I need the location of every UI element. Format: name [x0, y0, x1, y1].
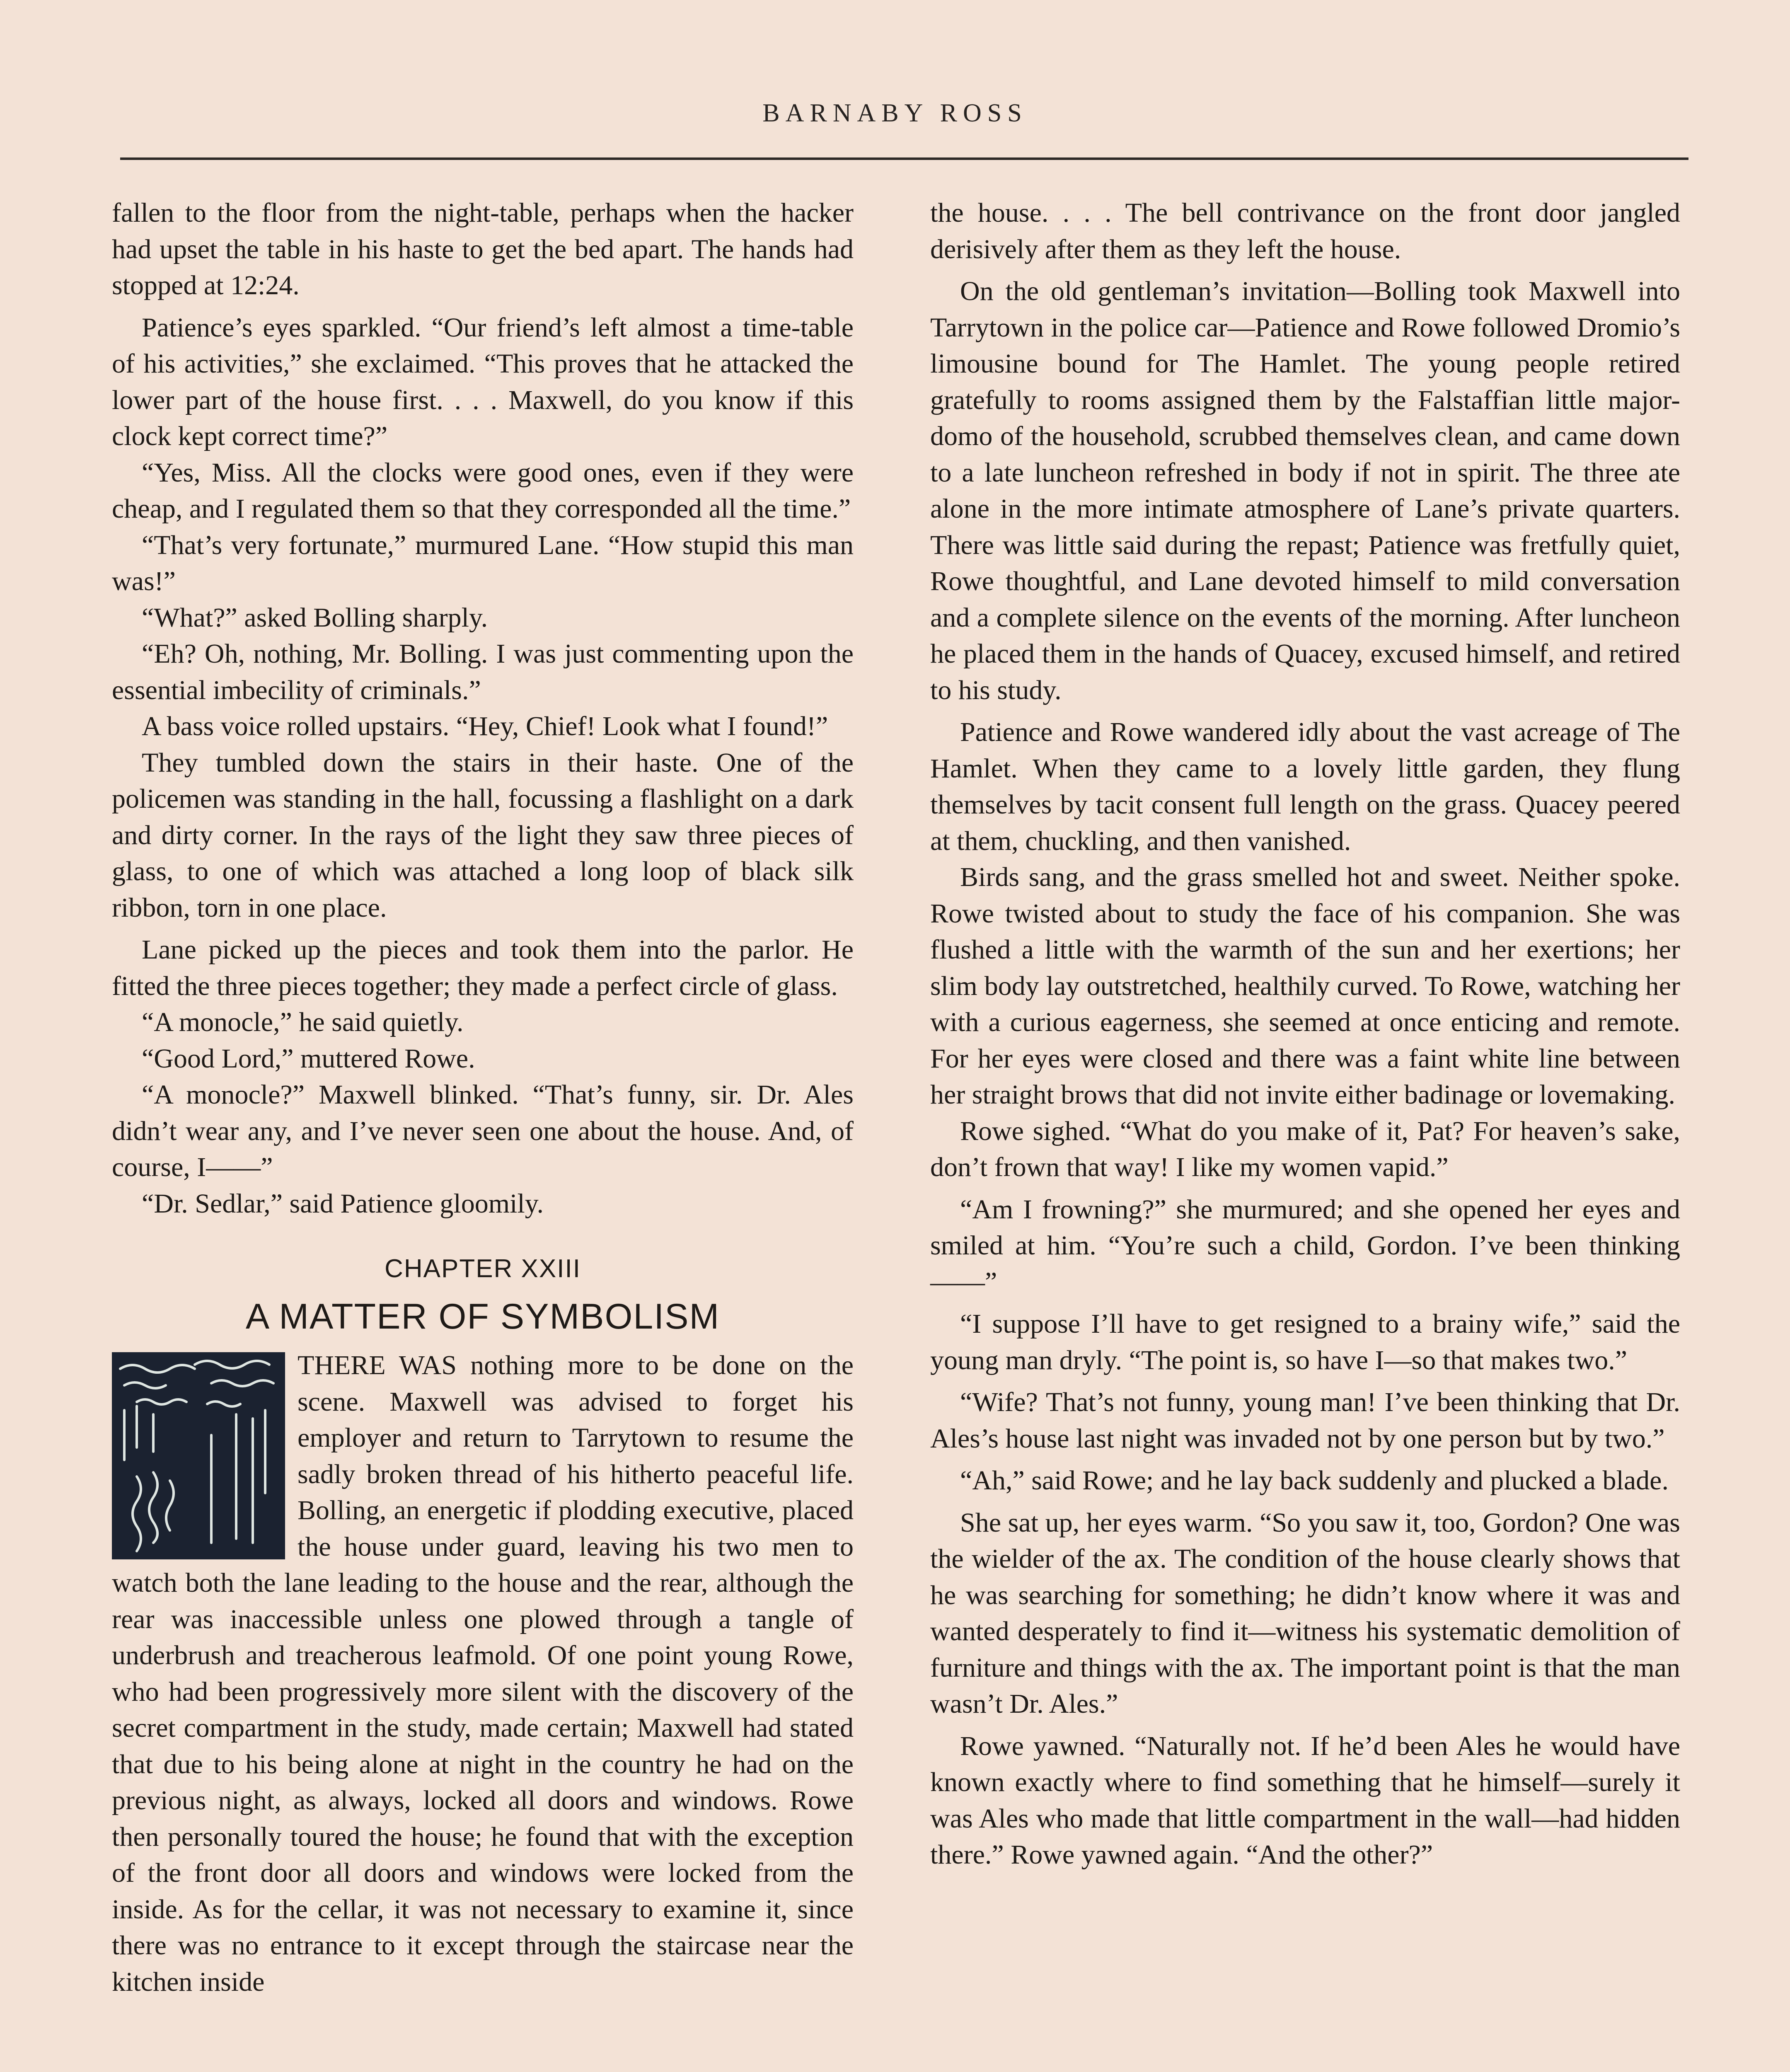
right-column: [930, 195, 1680, 1873]
paragraph: Rowe sighed. “What do you make of it, Pat? For heaven’s sake, don’t frown that way! I like my women vapid.”: [930, 1116, 1680, 1182]
paragraph: “Eh? Oh, nothing, Mr. Bolling. I was just commenting upon the essential imbecility of criminals.”: [112, 639, 854, 705]
paragraph: “Good Lord,” muttered Rowe.: [142, 1043, 475, 1074]
paragraph: “Wife? That’s not funny, young man! I’ve been thinking that Dr. Ales’s house last night was invaded not by one person but by two.”: [930, 1387, 1680, 1454]
running-head: BARNABY ROSS: [762, 99, 1028, 127]
paragraph: She sat up, her eyes warm. “So you saw it, too, Gordon? One was the wielder of the ax. The condition of the house clearly shows that he was searching for something; he didn’t know where it was and wanted desperately to find it—witness his systematic demolition of furniture and things with the ax. The important point is that the man wasn’t Dr. Ales.”: [930, 1507, 1680, 1719]
paragraph: “What?” asked Bolling sharply.: [142, 602, 488, 633]
paragraph: Patience and Rowe wandered idly about the vast acreage of The Hamlet. When they came to a lovely little garden, they flung themselves by tacit consent full length on the grass. Quacey peered at them, chuckling, and then vanished.: [930, 717, 1680, 856]
forest-illustration-icon: [112, 1352, 285, 1559]
chapter-number: CHAPTER XXIII: [385, 1254, 581, 1283]
paragraph: Birds sang, and the grass smelled hot and sweet. Neither spoke. Rowe twisted about to study the face of his companion. She was flushed a little with the warmth of the sun and her exertions; her slim body lay outstretched, healthily curved. To Rowe, watching her with a curious eagerness, she seemed at once enticing and remote. For her eyes were closed and there was a faint white line between her straight brows that did not invite either badinage or lovemaking.: [930, 862, 1680, 1110]
paragraph: “That’s very fortunate,” murmured Lane. “How stupid this man was!”: [112, 530, 854, 596]
paragraph: “Ah,” said Rowe; and he lay back suddenly and plucked a blade.: [960, 1465, 1669, 1496]
paragraph: the house. . . . The bell contrivance on the front door jangled derisively after them as they left the house.: [930, 198, 1680, 264]
paragraph: “A monocle,” he said quietly.: [142, 1007, 464, 1037]
chapter-opening-paragraph: THERE WAS nothing more to be done on the scene. Maxwell was advised to forget his employer and return to Tarrytown to resume the sadly broken thread of his hitherto peaceful life. Bolling, an energetic if plodding executive, placed the house under guard, leaving his two men to watch both the lane leading to the house and the rear, although the rear was inaccessible unless one plowed through a tangle of underbrush and treacherous leafmold. Of one point young Rowe, who had been progressively more silent with the discovery of the secret compartment in the study, made certain; Maxwell had stated that due to his being alone at night in the country he had on the previous night, as always, locked all doors and windows. Rowe then personally toured the house; he found that with the exception of the front door all doors and windows were locked from the inside. As for the cellar, it was not necessary to examine it, since there was no entrance to it except through the staircase near the kitchen inside: [112, 1350, 854, 1997]
paragraph: “Am I frowning?” she murmured; and she opened her eyes and smiled at him. “You’re such a child, Gordon. I’ve been thinking——”: [930, 1194, 1680, 1297]
paragraph: Lane picked up the pieces and took them into the parlor. He fitted the three pieces together; they made a perfect circle of glass.: [112, 934, 854, 1001]
paragraph: A bass voice rolled upstairs. “Hey, Chief! Look what I found!”: [142, 711, 828, 741]
paragraph: “A monocle?” Maxwell blinked. “That’s funny, sir. Dr. Ales didn’t wear any, and I’ve never seen one about the house. And, of course, I——”: [112, 1080, 854, 1182]
paragraph: “Yes, Miss. All the clocks were good ones, even if they were cheap, and I regulated them so that they corresponded all the time.”: [112, 457, 854, 524]
paragraph: Patience’s eyes sparkled. “Our friend’s left almost a time-table of his activities,” she exclaimed. “This proves that he attacked the lower part of the house first. . . . Maxwell, do you know if this clock kept correct time?”: [112, 312, 854, 451]
header-rule: [120, 157, 1688, 160]
paragraph: On the old gentleman’s invitation—Bolling took Maxwell into Tarrytown in the police car—Patience and Rowe followed Dromio’s limousine bound for The Hamlet. The young people retired gratefully to rooms assigned them by the Falstaffian little major-domo of the household, scrubbed themselves clean, and came down to a late luncheon refreshed in body if not in spirit. The three ate alone in the more intimate atmosphere of Lane’s private quarters. There was little said during the repast; Patience was fretfully quiet, Rowe thoughtful, and Lane devoted himself to mild conversation and a complete silence on the events of the morning. After luncheon he placed them in the hands of Quacey, excused himself, and retired to his study.: [930, 276, 1680, 705]
paragraph: They tumbled down the stairs in their haste. One of the policemen was standing in the hall, focussing a flashlight on a dark and dirty corner. In the rays of the light they saw three pieces of glass, to one of which was attached a long loop of black silk ribbon, torn in one place.: [112, 747, 854, 923]
chapter-title: A MATTER OF SYMBOLISM: [245, 1296, 720, 1336]
left-column: [112, 195, 854, 2000]
paragraph: “Dr. Sedlar,” said Patience gloomily.: [142, 1188, 544, 1219]
paragraph: Rowe yawned. “Naturally not. If he’d been Ales he would have known exactly where to find something that he himself—surely it was Ales who made that little compartment in the wall—had hidden there.” Rowe yawned again. “And the other?”: [930, 1731, 1680, 1870]
paragraph: fallen to the floor from the night-table, perhaps when the hacker had upset the table in his haste to get the bed apart. The hands had stopped at 12:24.: [112, 198, 854, 300]
paragraph: “I suppose I’ll have to get resigned to a brainy wife,” said the young man dryly. “The point is, so have I—so that makes two.”: [930, 1309, 1680, 1375]
